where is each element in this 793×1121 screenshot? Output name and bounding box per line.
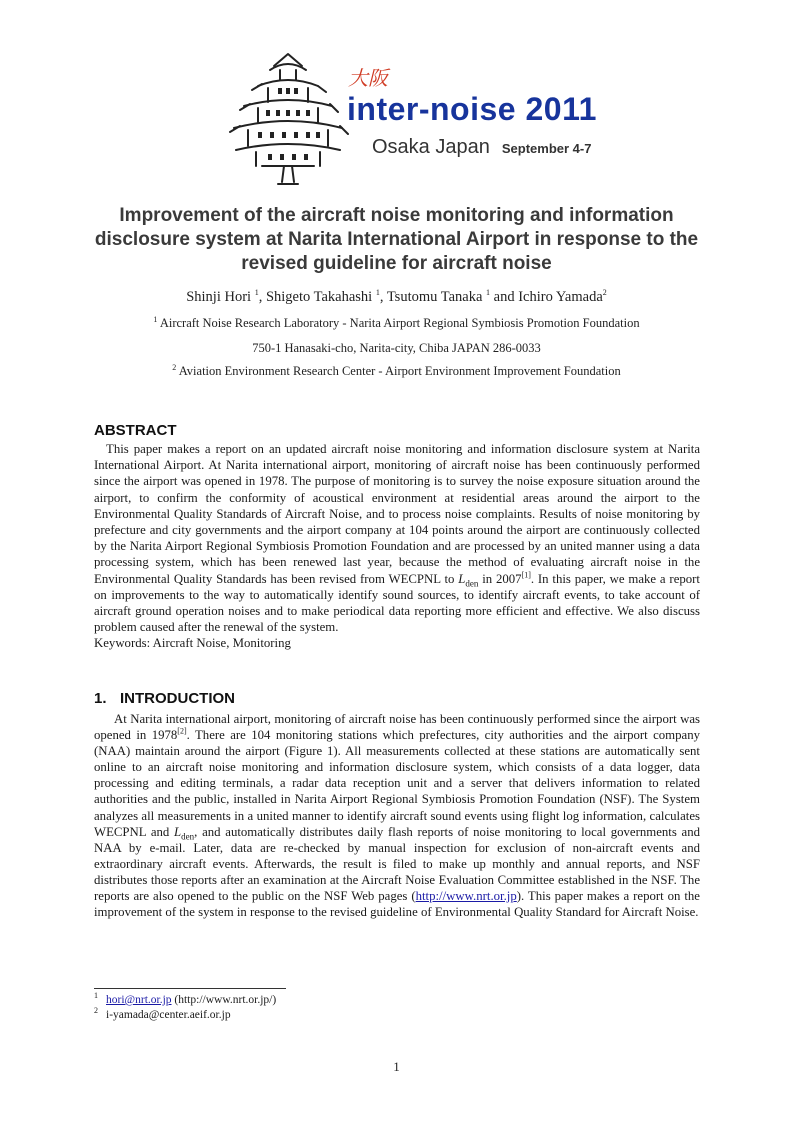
- affiliation-1-text: Aircraft Noise Research Laboratory - Narita Airport Regional Symbiosis Promotion Foundation: [159, 316, 640, 330]
- lden-symbol: L: [458, 571, 466, 586]
- author-2: Shigeto Takahashi: [265, 289, 373, 305]
- intro-number: 1.: [94, 690, 107, 707]
- author-1-affil: 1: [254, 288, 259, 298]
- title-line-3: revised guideline for aircraft noise: [241, 253, 552, 274]
- footnote-divider: [94, 988, 286, 989]
- author-4: Ichiro Yamada: [518, 289, 603, 305]
- intro-lden-subscript: den: [181, 831, 195, 842]
- logo-location-line: [372, 136, 591, 159]
- intro-body: [94, 711, 700, 920]
- affiliation-2: [0, 364, 793, 379]
- keywords: Keywords: Aircraft Noise, Monitoring: [94, 636, 291, 651]
- abstract-body: [94, 441, 700, 652]
- osaka-castle-icon: [222, 48, 352, 193]
- author-3-affil: 1: [486, 288, 491, 298]
- conference-logo: [222, 48, 597, 193]
- title-line-1: Improvement of the aircraft noise monitoring and information: [119, 205, 674, 226]
- paper-title: [90, 204, 703, 276]
- title-line-2: disclosure system at Narita International Airport in response to the: [94, 229, 699, 250]
- author-3: Tsutomu Tanaka: [386, 289, 483, 305]
- intro-heading: [94, 690, 235, 707]
- intro-title: INTRODUCTION: [120, 690, 235, 707]
- citation-2[interactable]: [2]: [177, 726, 187, 736]
- intro-text-part-2: . There are 104 monitoring stations which prefectures, city authorities and the airport company (NAA) maintain around the airport (Figure 1). All measurements collected at these stations are automatically sent online to an aircraft noise monitoring and information disclosure system, which consists of a data logger, data processing and editing terminals, a radar data reception unit and a server that delivers information to related authorities and the public, installed in Narita Airport Regional Symbiosis Promotion Foundation (NSF). The System analyzes all measurements in a united manner to identify aircraft sound events using flight log information, calculates WECPNL and: [94, 728, 700, 839]
- abstract-year: in 2007: [482, 571, 522, 586]
- lden-subscript: den: [465, 578, 479, 589]
- abstract-text-part-1: This paper makes a report on an updated aircraft noise monitoring and information disclosure system at Narita International Airport. At Narita international airport, monitoring of aircraft noise has been continuously performed since the airport was opened in 1978. The purpose of monitoring is to survey the noise exposure situation around the airport, to confirm the conformity of acoustical environment at residential areas around the airport to the Environmental Quality Standards of Aircraft Noise, and to process noise complaints. Results of noise monitoring by prefecture and city governments and the airport company at 104 points around the airport are continuously collected by the Narita Airport Regional Symbiosis Promotion Foundation and are processed by an united manner using a data processing system, which has been renewed last year, because the method of evaluating aircraft noise in the Environmental Quality Standards has been revised from WECPNL to: [94, 442, 700, 586]
- logo-place: Osaka Japan: [372, 136, 490, 158]
- logo-dates: September 4-7: [501, 141, 592, 156]
- footnote-1-email-link[interactable]: hori@nrt.or.jp: [106, 994, 172, 1006]
- nsf-web-link[interactable]: http://www.nrt.or.jp: [415, 889, 517, 904]
- abstract-heading: ABSTRACT: [94, 422, 177, 439]
- author-4-affil: 2: [602, 288, 607, 298]
- affiliation-2-text: Aviation Environment Research Center - Airport Environment Improvement Foundation: [178, 364, 621, 378]
- intro-text-part-1: At Narita international airport, monitoring of aircraft noise has been continuously performed since the airport was opened in 1978: [94, 712, 700, 743]
- author-list: Shinji Hori $^1$, Shigeto Takahashi $^1$, Tsutomu Tanaka $^1$ and Ichiro Yamada$^2$: [186, 288, 607, 305]
- citation-1[interactable]: [1]: [521, 570, 531, 580]
- author-and: and: [493, 289, 515, 305]
- affiliation-1: [0, 316, 793, 331]
- abstract-paragraph: [94, 441, 700, 635]
- footnote-1-url: (http://www.nrt.or.jp/): [174, 994, 277, 1006]
- footnote-2: 2 i-yamada@center.aeif.or.jp: [94, 1006, 231, 1021]
- abstract-text-part-2: . In this paper, we make a report on improvements to the way to automatically identify sound sources, to identify aircraft events, to take account of aircraft ground operation noises and to make periodical data reporting more efficient and effective. We also discuss problem caused after the renewal of the system.: [94, 571, 700, 635]
- logo-kanji: 大阪: [348, 66, 388, 90]
- logo-conference-name: inter-noise 2011: [347, 91, 597, 127]
- intro-text-part-4: ). This paper makes a report on the improvement of the system in response to the revised guideline of Environmental Quality Standard for Aircraft Noise.: [94, 889, 700, 920]
- footnote-2-email: i-yamada@center.aeif.or.jp: [106, 1009, 231, 1021]
- affiliation-1-address: 750-1 Hanasaki-cho, Narita-city, Chiba JAPAN 286-0033: [252, 341, 541, 355]
- footnote-1: 1 hori@nrt.or.jp (http://www.nrt.or.jp/): [94, 991, 277, 1006]
- affiliation-1-marker: 1: [153, 314, 158, 324]
- page-number: 1: [393, 1059, 400, 1074]
- affiliation-2-marker: 2: [172, 362, 177, 372]
- intro-paragraph: [94, 711, 700, 920]
- intro-lden-symbol: L: [174, 824, 182, 839]
- author-1: Shinji Hori: [186, 289, 252, 305]
- intro-text-part-3: , and automatically distributes daily flash reports of noise monitoring to local governments and NAA by e-mail. Later, data are re-checked by manual inspection for exclusion of non-aircraft events and extraordinary aircraft events. Afterwards, the result is filed to make up monthly and annual reports, and NSF distributes those reports after an examination at the Aircraft Noise Evaluation Committee established in the NSF. The reports are also opened to the public on the NSF Web pages (: [94, 824, 700, 904]
- author-2-affil: 1: [375, 288, 380, 298]
